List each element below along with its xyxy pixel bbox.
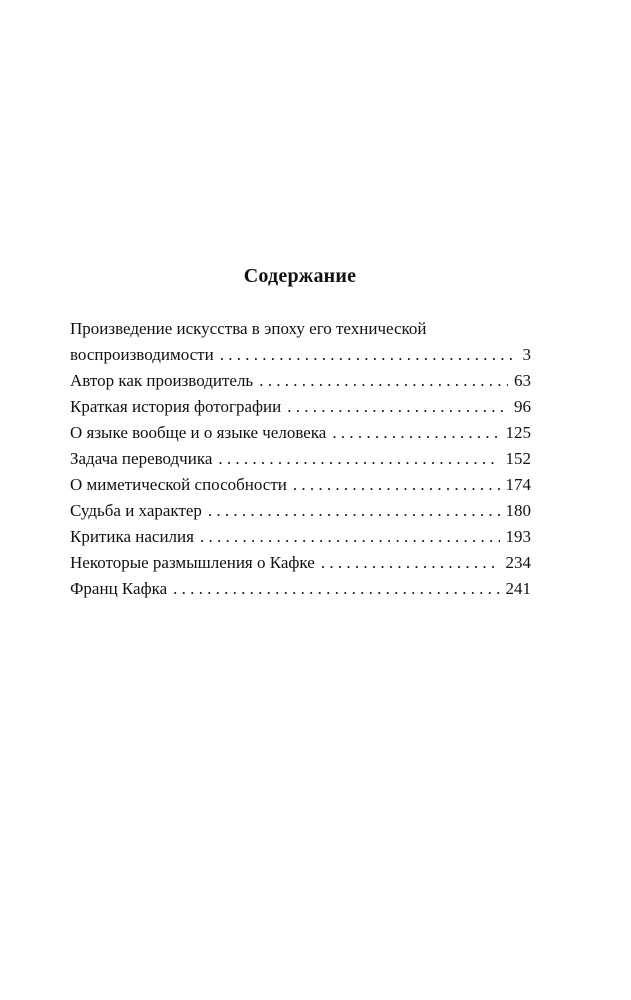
toc-entry-page: 125 — [505, 423, 531, 442]
dot-leader — [293, 472, 500, 498]
toc-entry[interactable] — [70, 394, 531, 420]
toc-entry-title: Франц Кафка — [70, 579, 168, 598]
toc-entry-page: 241 — [505, 579, 531, 598]
toc-entry[interactable] — [70, 524, 531, 550]
dot-leader — [332, 420, 499, 446]
toc-entry[interactable] — [70, 472, 531, 498]
toc-entry-title: Автор как производитель — [70, 371, 254, 390]
toc-entry-page: 152 — [505, 449, 531, 468]
toc-entry[interactable] — [70, 446, 531, 472]
dot-leader — [220, 342, 517, 368]
toc-entry-title: О миметической способности — [70, 475, 287, 494]
toc-entry-title: Краткая история фотографии — [70, 397, 282, 416]
toc-entry-title: Критика насилия — [70, 527, 194, 546]
toc-entry[interactable] — [70, 550, 531, 576]
toc-entry[interactable] — [70, 576, 531, 602]
toc-entry-page: 180 — [505, 501, 531, 520]
dot-leader — [173, 576, 499, 602]
dot-leader — [200, 524, 500, 550]
toc-entry[interactable] — [70, 342, 531, 368]
toc-entry[interactable] — [70, 368, 531, 394]
dot-leader — [208, 498, 500, 524]
toc-entry-page: 96 — [514, 397, 531, 416]
toc-entry-page: 234 — [505, 553, 531, 572]
dot-leader — [287, 394, 508, 420]
toc-entry-title: Некоторые размышления о Кафке — [70, 553, 315, 572]
toc-entry-page: 193 — [505, 527, 531, 546]
dot-leader — [218, 446, 499, 472]
toc-entry[interactable] — [70, 498, 531, 524]
toc-entry-title-line1: Произведение искусства в эпоху его технической — [70, 319, 427, 338]
toc-entry-title: воспроизводимости — [70, 345, 214, 364]
dot-leader — [321, 550, 500, 576]
toc-entry-page: 63 — [514, 371, 531, 390]
toc-entry[interactable] — [70, 420, 531, 446]
table-of-contents — [70, 316, 531, 602]
toc-entry-title: Задача переводчика — [70, 449, 213, 468]
toc-entry-page: 3 — [522, 345, 531, 364]
toc-entry-page: 174 — [505, 475, 531, 494]
toc-entry-title: Судьба и характер — [70, 501, 202, 520]
page-title: Содержание — [243, 265, 357, 287]
dot-leader — [259, 368, 508, 394]
toc-entry-title: О языке вообще и о языке человека — [70, 423, 327, 442]
